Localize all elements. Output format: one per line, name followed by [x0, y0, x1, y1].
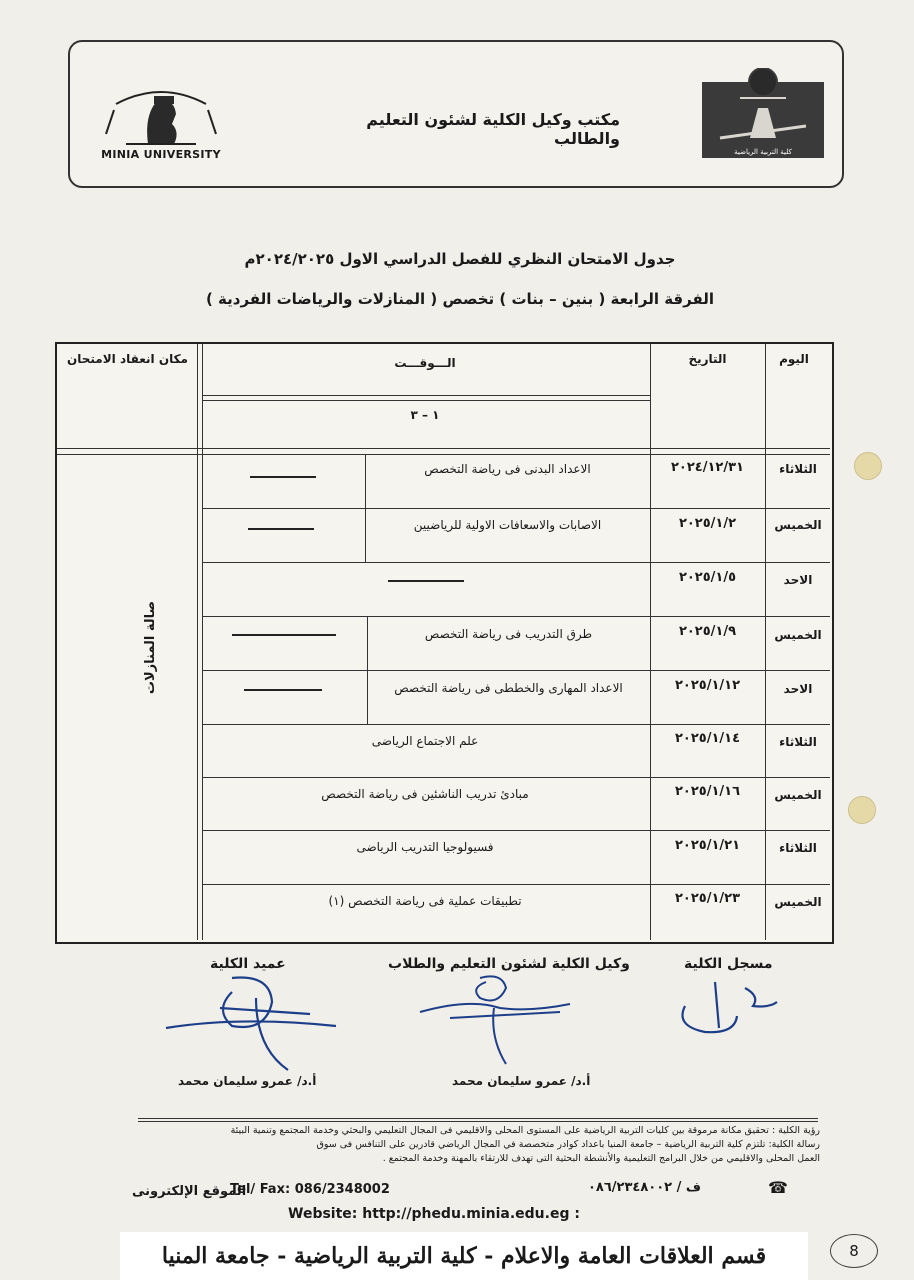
row-subject: طرق التدريب فى رياضة التخصص [424, 627, 593, 641]
page-number: 8 [830, 1234, 878, 1268]
empty-dash [388, 580, 464, 582]
footer-rule [138, 1121, 818, 1122]
row-subject: تطبيقات عملية فى رياضة التخصص (١) [328, 894, 522, 908]
empty-dash [248, 528, 314, 530]
row-subject: مبادئ تدريب الناشئين فى رياضة التخصص [321, 787, 529, 801]
empty-dash [250, 476, 316, 478]
row-date: ٢٠٢٥/١/١٢ [674, 678, 741, 693]
row-day: الخميس [774, 628, 822, 642]
department-banner: قسم العلاقات العامة والاعلام - كلية التربية الرياضية - جامعة المنيا [120, 1232, 808, 1280]
faculty-mission-line1: رسالة الكلية: تلتزم كلية التربية الرياضية – جامعة المنيا باعداد كوادر متخصصة في المجال الرياضي قادرين على التنافس فى سوق [316, 1139, 820, 1150]
row-subject: الاعداد البدنى فى رياضة التخصص [424, 462, 591, 476]
row-day: الثلاثاء [779, 841, 817, 855]
empty-dash [244, 689, 322, 691]
punch-hole [854, 452, 882, 480]
schedule-title: جدول الامتحان النظري للفصل الدراسي الاول ٢٠٢٤/٢٠٢٥م [244, 250, 676, 268]
row-date: ٢٠٢٥/١/٩ [678, 624, 737, 639]
registrar-label: مسجل الكلية [684, 956, 773, 972]
row-day: الاحد [783, 573, 813, 587]
empty-dash [232, 634, 336, 636]
row-subject: فسيولوجيا التدريب الرياضى [356, 840, 494, 854]
fax-arabic: ف / ٠٨٦/٢٣٤٨٠٠٢ [588, 1180, 701, 1195]
row-day: الاحد [783, 682, 813, 696]
faculty-logo-text: كلية التربية الرياضية [734, 148, 792, 156]
footer-rule [138, 1118, 818, 1119]
website-url: Website: http://phedu.minia.edu.eg : [288, 1206, 580, 1222]
office-title: مكتب وكيل الكلية لشئون التعليم والطالب [366, 110, 620, 148]
row-day: الخميس [774, 518, 822, 532]
row-day: الخميس [774, 895, 822, 909]
row-date: ٢٠٢٥/١/١٦ [674, 784, 741, 799]
university-logo-text: MINIA UNIVERSITY [101, 148, 221, 161]
dean-signature [160, 968, 350, 1078]
row-subject: علم الاجتماع الرياضى [371, 734, 479, 748]
faculty-vision: رؤية الكلية : تحقيق مكانة مرموقة بين كليات التربية الرياضية على المستوى المحلى والاقليمي فى المجال التعليمي والبحثي وخدمة المجتمع وتنمية البيئة [230, 1125, 820, 1136]
row-subject: الاعداد المهارى والخططى فى رياضة التخصص [394, 681, 623, 695]
dean-name: أ.د/ عمرو سليمان محمد [178, 1074, 317, 1088]
header-time: الـــوقـــت [394, 356, 456, 370]
vice-dean-signature [410, 968, 580, 1068]
exam-venue: صالة المنازلات [143, 600, 159, 695]
header-date: التاريخ [688, 352, 727, 366]
faculty-mission-line2: العمل المحلى والاقليمي من خلال البرامج التعليمية والأنشطة البحثية التى تهدف للارتقاء بالمهنة وخدمة المجتمع . [382, 1153, 820, 1164]
header-time-slot: ١ – ٣ [410, 408, 440, 422]
registrar-signature [665, 976, 785, 1040]
telephone-icon: ☎ [768, 1178, 788, 1197]
row-date: ٢٠٢٥/١/٢ [678, 516, 737, 531]
row-day: الثلاثاء [779, 462, 817, 476]
row-day: الخميس [774, 788, 822, 802]
website-label: الموقع الإلكترونى [132, 1184, 247, 1199]
punch-hole [848, 796, 876, 824]
schedule-subtitle: الفرقة الرابعة ( بنين – بنات ) تخصص ( المنازلات والرياضات الفردية ) [205, 290, 715, 308]
header-venue: مكان انعقاد الامتحان [67, 352, 188, 366]
row-date: ٢٠٢٥/١/٥ [678, 570, 737, 585]
vice-dean-name: أ.د/ عمرو سليمان محمد [452, 1074, 591, 1088]
tel-fax: Tel/ Fax: 086/2348002 [230, 1182, 390, 1197]
row-date: ٢٠٢٥/١/١٤ [674, 731, 741, 746]
row-day: الثلاثاء [779, 735, 817, 749]
dean-label: عميد الكلية [210, 956, 286, 972]
row-date: ٢٠٢٥/١/٢١ [674, 838, 741, 853]
row-subject: الاصابات والاسعافات الاولية للرياضيين [413, 518, 602, 532]
row-date: ٢٠٢٥/١/٢٣ [674, 891, 741, 906]
faculty-logo [700, 68, 826, 160]
row-date: ٢٠٢٤/١٢/٣١ [671, 460, 744, 475]
header-day: اليوم [779, 352, 809, 366]
vice-dean-label: وكيل الكلية لشئون التعليم والطلاب [388, 956, 630, 972]
